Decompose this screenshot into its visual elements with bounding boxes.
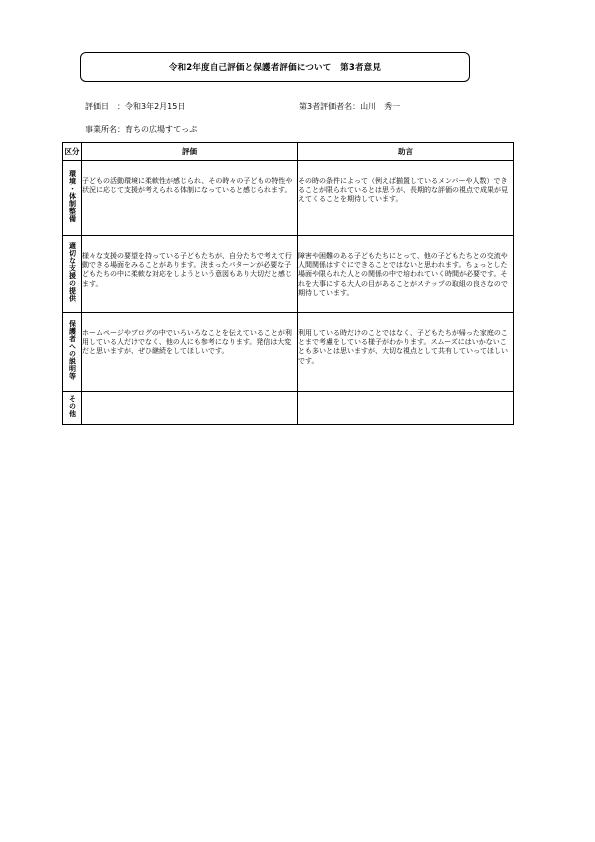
page-title: 令和2年度自己評価と保護者評価について 第3者意見 [80, 52, 470, 82]
row-category [63, 236, 82, 313]
evaluation-cell [82, 161, 298, 236]
category-label: 適切な支援の提供 [68, 242, 77, 302]
table-row [63, 313, 514, 392]
category-label: その他 [68, 394, 77, 418]
row-category [63, 392, 82, 425]
advice-cell [298, 392, 514, 425]
table-header-row [63, 143, 514, 161]
table-row [63, 236, 514, 313]
advice-text: 障害や困難のある子どもたちにとって、他の子どもたちとの交流や人間関係はすぐにできることではないと思われます。ちょっとした場面や限られた人との関係の中で培われていく時間が必要です。それを大事にする大人の目があることがステップの取組の良さなので期待しています。 [298, 252, 508, 297]
category-label: 保護者への説明等 [68, 320, 77, 380]
category-label: 環境・体制整備 [68, 169, 77, 223]
evaluator-name: 第3者評価者名：山川 秀一 [299, 102, 401, 111]
evaluation-cell [82, 236, 298, 313]
table-row [63, 392, 514, 425]
header-advice: 助言 [298, 143, 514, 161]
evaluation-text: 様々な支援の要望を持っている子どもたちが、自分たちで考えて行動できる場面をみることがあります。決まったパターンが必要な子どもたちの中に柔軟な対応をしようという意図もあり大切だと感じます。 [82, 252, 292, 288]
evaluation-text: 子どもの活動環境に柔軟性が感じられ、その時々の子どもの特性や状況に応じて支援が考えられる体制になっていると感じられます。 [82, 177, 293, 195]
evaluation-text: ホームページやブログの中でいろいろなことを伝えていることが利用している人だけでなく、他の人にも参考になります。発信は大変だと思いますが、ぜひ継続をしてほしいです。 [82, 329, 292, 356]
advice-text: 利用している時だけのことではなく、子どもたちが帰った家庭のことまで考慮をしている様子がわかります。スムーズにはいかないことも多いとは思いますが、大切な視点として共有していってほしいです。 [298, 329, 508, 365]
evaluation-date: 評価日 ：令和3年2月15日 [85, 102, 186, 111]
advice-cell [298, 161, 514, 236]
header-category: 区分 [63, 143, 82, 161]
evaluation-table [62, 142, 514, 425]
row-category [63, 161, 82, 236]
table-row [63, 161, 514, 236]
advice-text: その時の条件によって（例えば揃置しているメンバーや人数）できることが限られているとは思うが、長期的な評価の視点で成果が見えてくることを期待しています。 [298, 177, 508, 204]
advice-cell [298, 313, 514, 392]
evaluation-cell [82, 392, 298, 425]
advice-cell [298, 236, 514, 313]
evaluation-cell [82, 313, 298, 392]
row-category [63, 313, 82, 392]
header-evaluation: 評価 [82, 143, 298, 161]
facility-name: 事業所名：育ちの広場すてっぷ [85, 125, 198, 134]
